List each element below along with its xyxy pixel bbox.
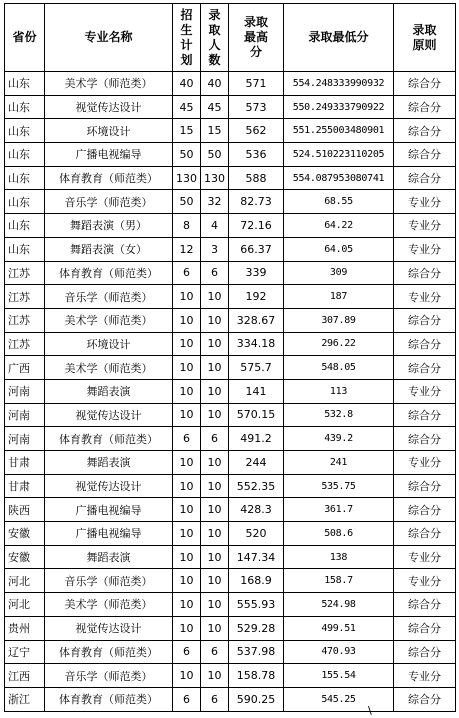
cell-major: 视觉传达设计 [45, 95, 173, 119]
cell-major: 视觉传达设计 [45, 474, 173, 498]
cell-min-score: 524.98 [284, 593, 394, 617]
cell-plan: 40 [173, 72, 201, 96]
cell-admission-rule: 综合分 [394, 403, 456, 427]
cell-plan: 10 [173, 545, 201, 569]
header-plan: 招生计划 [173, 4, 201, 72]
header-major: 专业名称 [45, 4, 173, 72]
cell-min-score: 551.255003480901 [284, 119, 394, 143]
cell-admission-rule: 综合分 [394, 593, 456, 617]
table-row [5, 285, 456, 309]
table-row [5, 474, 456, 498]
cell-plan: 45 [173, 95, 201, 119]
cell-plan: 10 [173, 285, 201, 309]
cell-major: 音乐学（师范类） [45, 285, 173, 309]
table-row [5, 427, 456, 451]
cell-province: 甘肃 [5, 474, 45, 498]
cell-min-score: 439.2 [284, 427, 394, 451]
cell-min-score: 499.51 [284, 616, 394, 640]
cell-min-score: 307.89 [284, 308, 394, 332]
cell-max-score: 520 [229, 522, 284, 546]
table-row [5, 664, 456, 688]
cell-min-score: 158.7 [284, 569, 394, 593]
cell-admission-rule: 专业分 [394, 190, 456, 214]
cell-major: 体育教育（师范类） [45, 261, 173, 285]
cell-province: 辽宁 [5, 640, 45, 664]
cell-admitted: 10 [201, 498, 229, 522]
cell-plan: 6 [173, 640, 201, 664]
table-row [5, 308, 456, 332]
cell-min-score: 309 [284, 261, 394, 285]
cell-admitted: 10 [201, 379, 229, 403]
cell-major: 舞蹈表演（女） [45, 237, 173, 261]
cell-min-score: 138 [284, 545, 394, 569]
cell-province: 甘肃 [5, 451, 45, 475]
table-row [5, 72, 456, 96]
cell-major: 美术学（师范类） [45, 308, 173, 332]
cell-plan: 12 [173, 237, 201, 261]
table-row [5, 190, 456, 214]
cell-major: 视觉传达设计 [45, 616, 173, 640]
cell-admitted: 10 [201, 616, 229, 640]
cell-province: 浙江 [5, 687, 45, 711]
header-admission-rule: 录取原则 [394, 4, 456, 72]
cell-admitted: 10 [201, 545, 229, 569]
cell-admitted: 6 [201, 427, 229, 451]
cell-plan: 10 [173, 332, 201, 356]
cell-admission-rule: 综合分 [394, 687, 456, 711]
cell-admitted: 10 [201, 522, 229, 546]
table-row [5, 545, 456, 569]
table-row [5, 687, 456, 711]
cell-min-score: 524.510223110205 [284, 143, 394, 167]
cell-min-score: 508.6 [284, 522, 394, 546]
cell-admission-rule: 专业分 [394, 214, 456, 238]
cell-province: 山东 [5, 190, 45, 214]
cell-min-score: 113 [284, 379, 394, 403]
cell-admission-rule: 综合分 [394, 119, 456, 143]
cell-max-score: 72.16 [229, 214, 284, 238]
cell-max-score: 529.28 [229, 616, 284, 640]
header-row [5, 4, 456, 72]
header-admitted: 录取人数 [201, 4, 229, 72]
cell-admission-rule: 综合分 [394, 166, 456, 190]
cell-max-score: 147.34 [229, 545, 284, 569]
table-row [5, 119, 456, 143]
cell-max-score: 192 [229, 285, 284, 309]
cell-major: 体育教育（师范类） [45, 427, 173, 451]
cell-admitted: 50 [201, 143, 229, 167]
cell-max-score: 334.18 [229, 332, 284, 356]
cell-max-score: 158.78 [229, 664, 284, 688]
cell-plan: 10 [173, 664, 201, 688]
admission-scores-table [4, 3, 456, 712]
cell-min-score: 64.22 [284, 214, 394, 238]
cell-plan: 10 [173, 451, 201, 475]
cell-admission-rule: 专业分 [394, 545, 456, 569]
cell-admission-rule: 综合分 [394, 498, 456, 522]
cell-province: 山东 [5, 143, 45, 167]
cell-admitted: 10 [201, 593, 229, 617]
cell-plan: 50 [173, 190, 201, 214]
cell-admission-rule: 综合分 [394, 522, 456, 546]
cell-province: 河北 [5, 593, 45, 617]
cell-admitted: 45 [201, 95, 229, 119]
cell-major: 环境设计 [45, 119, 173, 143]
cell-min-score: 187 [284, 285, 394, 309]
cell-province: 山东 [5, 237, 45, 261]
cell-major: 舞蹈表演 [45, 451, 173, 475]
cell-max-score: 82.73 [229, 190, 284, 214]
cell-admission-rule: 综合分 [394, 308, 456, 332]
cell-admission-rule: 专业分 [394, 379, 456, 403]
cell-max-score: 141 [229, 379, 284, 403]
cell-admission-rule: 综合分 [394, 261, 456, 285]
cell-min-score: 470.93 [284, 640, 394, 664]
cell-admitted: 10 [201, 356, 229, 380]
cell-max-score: 339 [229, 261, 284, 285]
cell-min-score: 296.22 [284, 332, 394, 356]
cell-min-score: 68.55 [284, 190, 394, 214]
cell-min-score: 155.54 [284, 664, 394, 688]
cell-province: 河南 [5, 379, 45, 403]
table-row [5, 166, 456, 190]
cell-admitted: 130 [201, 166, 229, 190]
cell-plan: 130 [173, 166, 201, 190]
cell-admitted: 15 [201, 119, 229, 143]
table-header [5, 4, 456, 72]
table-row [5, 356, 456, 380]
cell-province: 山东 [5, 166, 45, 190]
table-row [5, 498, 456, 522]
table-row [5, 261, 456, 285]
cell-plan: 10 [173, 498, 201, 522]
cell-admitted: 4 [201, 214, 229, 238]
cell-plan: 8 [173, 214, 201, 238]
cell-admitted: 10 [201, 451, 229, 475]
cell-plan: 10 [173, 474, 201, 498]
cell-admission-rule: 综合分 [394, 143, 456, 167]
cell-admission-rule: 综合分 [394, 474, 456, 498]
table-row [5, 593, 456, 617]
cell-admitted: 10 [201, 569, 229, 593]
cell-province: 河南 [5, 427, 45, 451]
header-max-score: 录取最高分 [229, 4, 284, 72]
cell-major: 体育教育（师范类） [45, 640, 173, 664]
cell-major: 美术学（师范类） [45, 72, 173, 96]
cell-admitted: 6 [201, 687, 229, 711]
cell-min-score: 550.249333790922 [284, 95, 394, 119]
cell-major: 广播电视编导 [45, 522, 173, 546]
cell-max-score: 328.67 [229, 308, 284, 332]
cell-admission-rule: 专业分 [394, 451, 456, 475]
cell-admitted: 10 [201, 332, 229, 356]
header-min-score: 录取最低分 [284, 4, 394, 72]
cell-min-score: 554.087953080741 [284, 166, 394, 190]
cell-max-score: 571 [229, 72, 284, 96]
cell-plan: 10 [173, 403, 201, 427]
cell-province: 江苏 [5, 285, 45, 309]
cell-admitted: 10 [201, 403, 229, 427]
cell-max-score: 590.25 [229, 687, 284, 711]
cell-admission-rule: 综合分 [394, 616, 456, 640]
cell-min-score: 64.05 [284, 237, 394, 261]
cell-major: 视觉传达设计 [45, 403, 173, 427]
cell-province: 山东 [5, 214, 45, 238]
cell-major: 体育教育（师范类） [45, 687, 173, 711]
cell-admitted: 3 [201, 237, 229, 261]
cell-max-score: 244 [229, 451, 284, 475]
cell-province: 山东 [5, 72, 45, 96]
cell-province: 河南 [5, 403, 45, 427]
cell-admitted: 10 [201, 285, 229, 309]
cell-plan: 10 [173, 569, 201, 593]
table-row [5, 214, 456, 238]
cell-admitted: 32 [201, 190, 229, 214]
cell-min-score: 361.7 [284, 498, 394, 522]
cell-province: 江苏 [5, 308, 45, 332]
cell-province: 安徽 [5, 545, 45, 569]
cell-max-score: 168.9 [229, 569, 284, 593]
cell-major: 环境设计 [45, 332, 173, 356]
table-row [5, 237, 456, 261]
cell-max-score: 428.3 [229, 498, 284, 522]
table-row [5, 451, 456, 475]
table-row [5, 332, 456, 356]
cell-max-score: 66.37 [229, 237, 284, 261]
table-row [5, 143, 456, 167]
cell-max-score: 562 [229, 119, 284, 143]
cell-max-score: 573 [229, 95, 284, 119]
cell-max-score: 491.2 [229, 427, 284, 451]
cell-major: 音乐学（师范类） [45, 190, 173, 214]
cell-province: 广西 [5, 356, 45, 380]
cell-plan: 10 [173, 356, 201, 380]
cell-plan: 6 [173, 687, 201, 711]
table-row [5, 569, 456, 593]
cell-admission-rule: 专业分 [394, 569, 456, 593]
admission-table-container [4, 3, 456, 712]
cell-plan: 10 [173, 522, 201, 546]
cell-major: 音乐学（师范类） [45, 569, 173, 593]
cell-admission-rule: 专业分 [394, 285, 456, 309]
table-row [5, 403, 456, 427]
cell-plan: 10 [173, 308, 201, 332]
cell-province: 江苏 [5, 332, 45, 356]
cell-plan: 6 [173, 427, 201, 451]
cell-major: 广播电视编导 [45, 143, 173, 167]
cell-province: 江西 [5, 664, 45, 688]
cell-min-score: 241 [284, 451, 394, 475]
cell-plan: 6 [173, 261, 201, 285]
cell-admitted: 10 [201, 664, 229, 688]
table-row [5, 616, 456, 640]
cell-min-score: 545.25 [284, 687, 394, 711]
cell-admission-rule: 专业分 [394, 237, 456, 261]
cell-major: 美术学（师范类） [45, 356, 173, 380]
cell-max-score: 537.98 [229, 640, 284, 664]
cell-province: 山东 [5, 95, 45, 119]
cell-admitted: 6 [201, 261, 229, 285]
table-row [5, 640, 456, 664]
cell-admission-rule: 专业分 [394, 664, 456, 688]
cell-admission-rule: 综合分 [394, 640, 456, 664]
cell-plan: 15 [173, 119, 201, 143]
cell-admitted: 6 [201, 640, 229, 664]
cell-province: 江苏 [5, 261, 45, 285]
cell-admission-rule: 综合分 [394, 95, 456, 119]
cell-min-score: 532.8 [284, 403, 394, 427]
cell-max-score: 536 [229, 143, 284, 167]
cell-plan: 10 [173, 379, 201, 403]
cell-max-score: 575.7 [229, 356, 284, 380]
trailing-mark: \ [368, 704, 372, 717]
cell-province: 贵州 [5, 616, 45, 640]
cell-plan: 50 [173, 143, 201, 167]
cell-major: 体育教育（师范类） [45, 166, 173, 190]
table-body [5, 72, 456, 712]
cell-major: 舞蹈表演 [45, 545, 173, 569]
cell-major: 音乐学（师范类） [45, 664, 173, 688]
cell-province: 山东 [5, 119, 45, 143]
cell-province: 安徽 [5, 522, 45, 546]
cell-admitted: 10 [201, 308, 229, 332]
cell-admission-rule: 综合分 [394, 72, 456, 96]
cell-major: 舞蹈表演 [45, 379, 173, 403]
table-row [5, 95, 456, 119]
cell-admitted: 10 [201, 474, 229, 498]
header-province: 省份 [5, 4, 45, 72]
cell-max-score: 588 [229, 166, 284, 190]
cell-admitted: 40 [201, 72, 229, 96]
table-row [5, 379, 456, 403]
cell-min-score: 535.75 [284, 474, 394, 498]
cell-admission-rule: 综合分 [394, 332, 456, 356]
cell-max-score: 555.93 [229, 593, 284, 617]
cell-min-score: 548.05 [284, 356, 394, 380]
cell-province: 陕西 [5, 498, 45, 522]
cell-major: 舞蹈表演（男） [45, 214, 173, 238]
cell-major: 美术学（师范类） [45, 593, 173, 617]
cell-plan: 10 [173, 616, 201, 640]
cell-max-score: 570.15 [229, 403, 284, 427]
cell-max-score: 552.35 [229, 474, 284, 498]
cell-province: 河北 [5, 569, 45, 593]
cell-plan: 10 [173, 593, 201, 617]
cell-admission-rule: 综合分 [394, 427, 456, 451]
cell-major: 广播电视编导 [45, 498, 173, 522]
table-row [5, 522, 456, 546]
cell-admission-rule: 综合分 [394, 356, 456, 380]
cell-min-score: 554.248333990932 [284, 72, 394, 96]
